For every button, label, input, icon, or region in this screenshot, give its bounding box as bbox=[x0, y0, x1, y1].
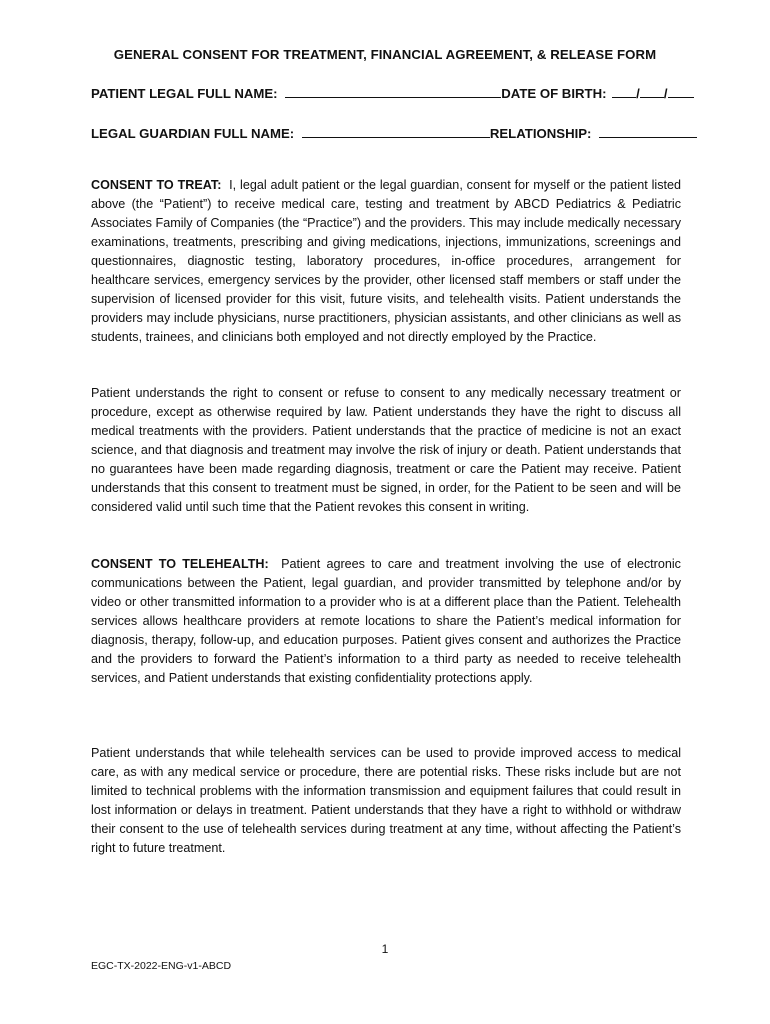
dob-label: DATE OF BIRTH: bbox=[501, 86, 607, 101]
relationship-label: RELATIONSHIP: bbox=[489, 126, 592, 141]
guardian-name-field[interactable] bbox=[302, 126, 490, 138]
consent-to-treat-paragraph-2: Patient understands the right to consent or refuse to consent to any medically necessary treatment or procedure, except as otherwise required by law. Patient understands they have the right to discuss all medical treatments with the providers. Patient understands that the practice of medicine is not an exact science, and that diagnosis and treatment may involve the risk of injury or death. Patient understands that no guarantees have been made regarding diagnosis, treatment or care the Patient may receive. Patient understands that this consent to treatment must be signed, in order, for the Patient to be seen and will be considered valid until such time that the Patient revokes this consent in writing. bbox=[91, 386, 681, 514]
guardian-info-line bbox=[91, 126, 691, 141]
dob-year-field[interactable] bbox=[668, 86, 694, 98]
consent-to-treat-paragraph bbox=[91, 176, 681, 347]
patient-name-label: PATIENT LEGAL FULL NAME: bbox=[91, 86, 278, 101]
patient-name-field[interactable] bbox=[285, 86, 501, 98]
dob-separator: / bbox=[636, 86, 640, 101]
relationship-field[interactable] bbox=[599, 126, 697, 138]
page-number: 1 bbox=[381, 942, 389, 956]
dob-day-field[interactable] bbox=[640, 86, 664, 98]
form-title: GENERAL CONSENT FOR TREATMENT, FINANCIAL AGREEMENT, & RELEASE FORM bbox=[113, 47, 657, 62]
patient-info-line bbox=[91, 86, 691, 101]
telehealth-heading: CONSENT TO TELEHEALTH: bbox=[91, 557, 269, 571]
form-code: EGC-TX-2022-ENG-v1-ABCD bbox=[91, 960, 232, 972]
dob-separator: / bbox=[663, 86, 668, 101]
guardian-name-label: LEGAL GUARDIAN FULL NAME: bbox=[91, 126, 295, 141]
telehealth-paragraph-2: Patient understands that while telehealth services can be used to provide improved access to medical care, as with any medical service or procedure, there are potential risks. These risks include but are not limited to technical problems with the information transmission and equipment failures that could result in lost information or delays in treatment. Patient understands that they have a right to withhold or withdraw their consent to the use of telehealth services during treatment at any time, without affecting the Patient’s right to future treatment. bbox=[91, 746, 681, 855]
consent-to-treat-heading: CONSENT TO TREAT: bbox=[91, 178, 222, 192]
telehealth-paragraph bbox=[91, 555, 681, 688]
dob-month-field[interactable] bbox=[612, 86, 636, 98]
consent-to-treat-body: I, legal adult patient or the legal guardian, consent for myself or the patient listed above (the “Patient”) to receive medical care, testing and treatment by ABCD Pediatrics & Pediatric Associates Family of Companies (the “Practice”) and the providers. This may include medically necessary examinations, treatments, prescribing and giving medications, injections, immunizations, screenings and questionnaires, diagnostic testing, laboratory procedures, in-office procedures, arrangement for healthcare services, emergency services by the provider, other licensed staff members or staff under the supervision of licensed provider for this visit, future visits, and telehealth visits. Patient understands the providers may include physicians, nurse practitioners, physician assistants, and other clinicians as well as students, trainees, and clinicians both employed and not directly employed by the Practice. bbox=[91, 178, 682, 344]
telehealth-body: Patient agrees to care and treatment involving the use of electronic communications between the Patient, legal guardian, and provider transmitted by telephone and/or by video or other transmitted information to a provider who is at a different place than the Patient. Telehealth services allows healthcare providers at remote locations to share the Patient’s medical information for diagnosis, therapy, follow-up, and education purposes. Patient gives consent and authorizes the Practice and the providers to forward the Patient’s information to a third party as needed to receive telehealth services, and Patient understands that existing confidentiality protections apply. bbox=[91, 557, 681, 685]
